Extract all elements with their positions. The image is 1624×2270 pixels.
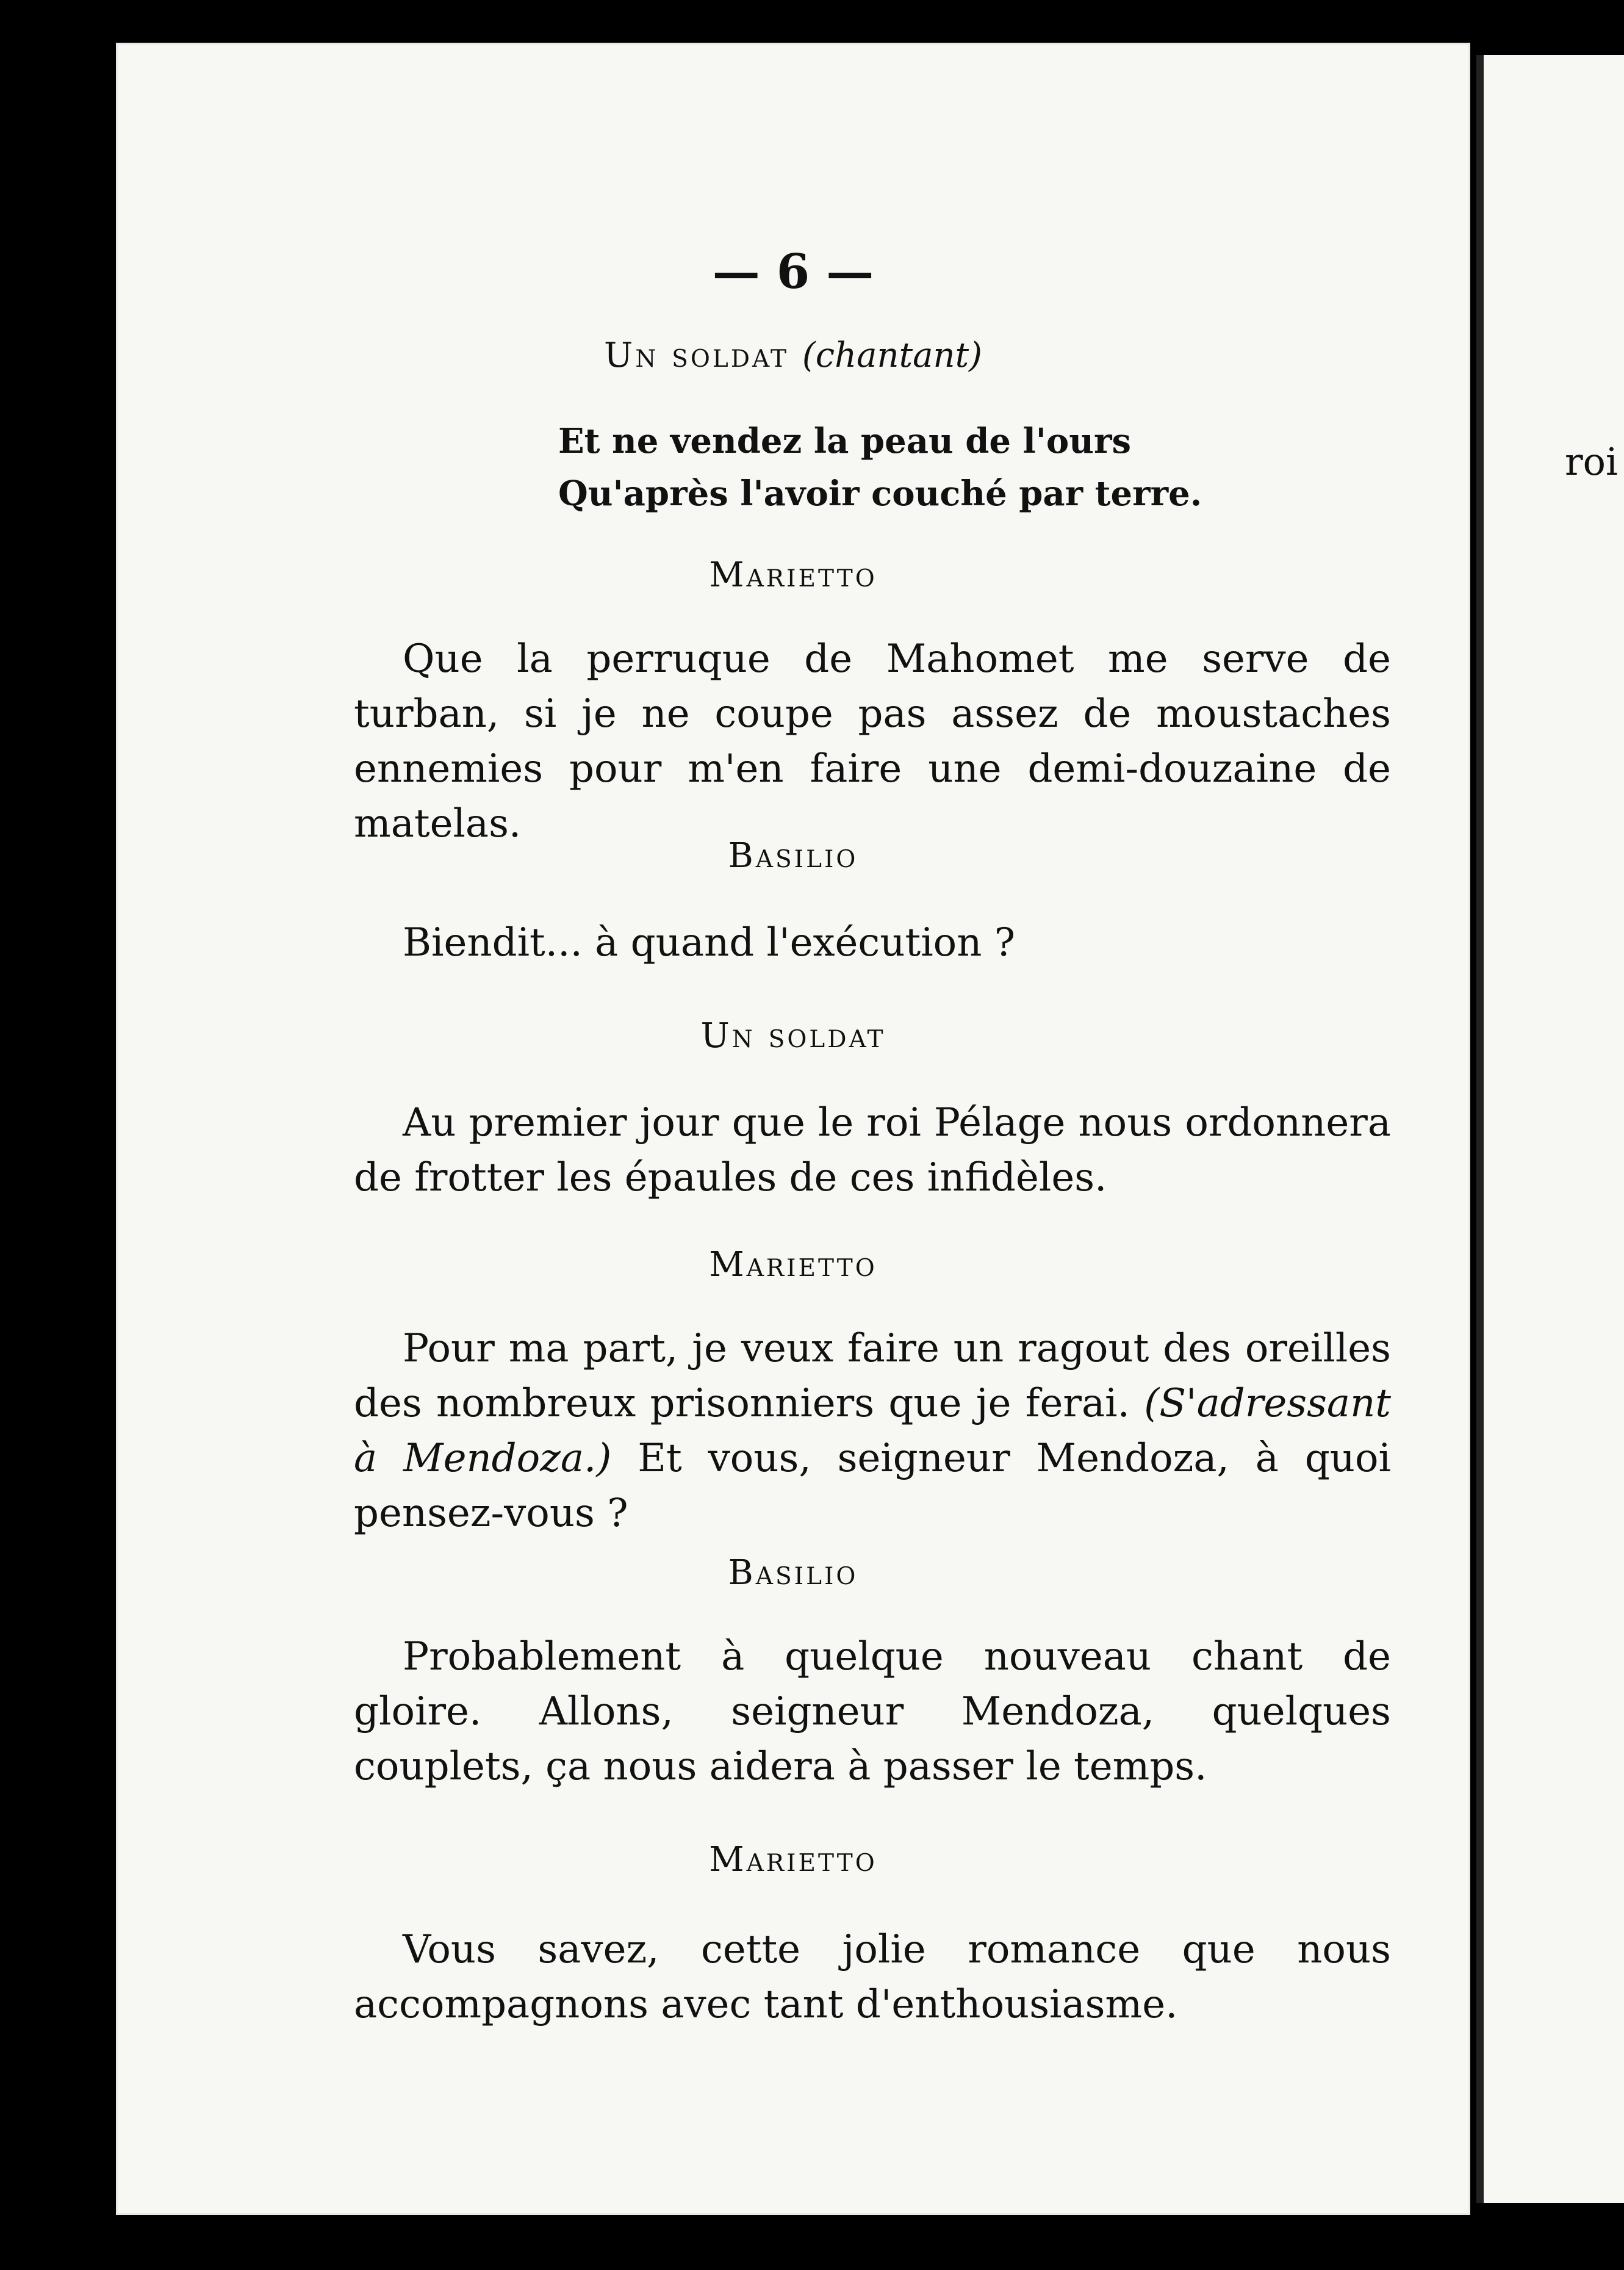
dialogue-paragraph: Biendit... à quand l'exécution ? [403,920,1016,965]
stage-direction: (chantant) [802,336,982,375]
speaker-name: Un soldat [604,336,789,375]
speaker-heading [116,336,1470,375]
dialogue-paragraph: Au premier jour que le roi Pélage nous ordonnera de frotter les épaules de ces infidèles. [354,1100,1391,1200]
left-page [116,43,1470,2215]
dialogue-paragraph: Vous savez, cette jolie romance que nous accompagnons avec tant d'enthousiasme. [354,1927,1391,2027]
verse-line: Qu'après l'avoir couché par terre. [558,474,1202,514]
dialogue-text: Pour ma part, je veux faire un ragout des oreilles des nombreux prisonniers que je ferai. [354,1326,1391,1426]
dialogue-paragraph: Que la perruque de Mahomet me serve de turban, si je ne coupe pas assez de moustaches ennemies pour m'en faire une demi-douzaine de matelas. [354,636,1391,846]
dialogue-paragraph: Probablement à quelque nouveau chant de gloire. Allons, seigneur Mendoza, quelques couplets, ça nous aidera à passer le temps. [354,1634,1391,1789]
verse [558,415,1202,520]
stage-direction: (S'adressant à Mendoza.) [354,1381,1392,1481]
verse-line: Et ne vendez la peau de l'ours [558,421,1131,461]
speaker-heading: Basilio [728,1553,858,1593]
right-page-fragment: roi [1565,439,1618,484]
dialogue-text: Et vous, seigneur Mendoza, à quoi pensez-vous ? [354,1436,1392,1536]
page-number: — 6 — [712,244,874,300]
speaker-heading: Marietto [709,1840,877,1879]
speaker-heading: Basilio [728,836,858,876]
speaker-heading: Marietto [709,555,877,595]
dialogue-paragraph [354,1321,1391,1541]
right-page-edge [1476,55,1624,2203]
speaker-heading: Un soldat [700,1016,886,1056]
speaker-heading: Marietto [709,1245,877,1285]
